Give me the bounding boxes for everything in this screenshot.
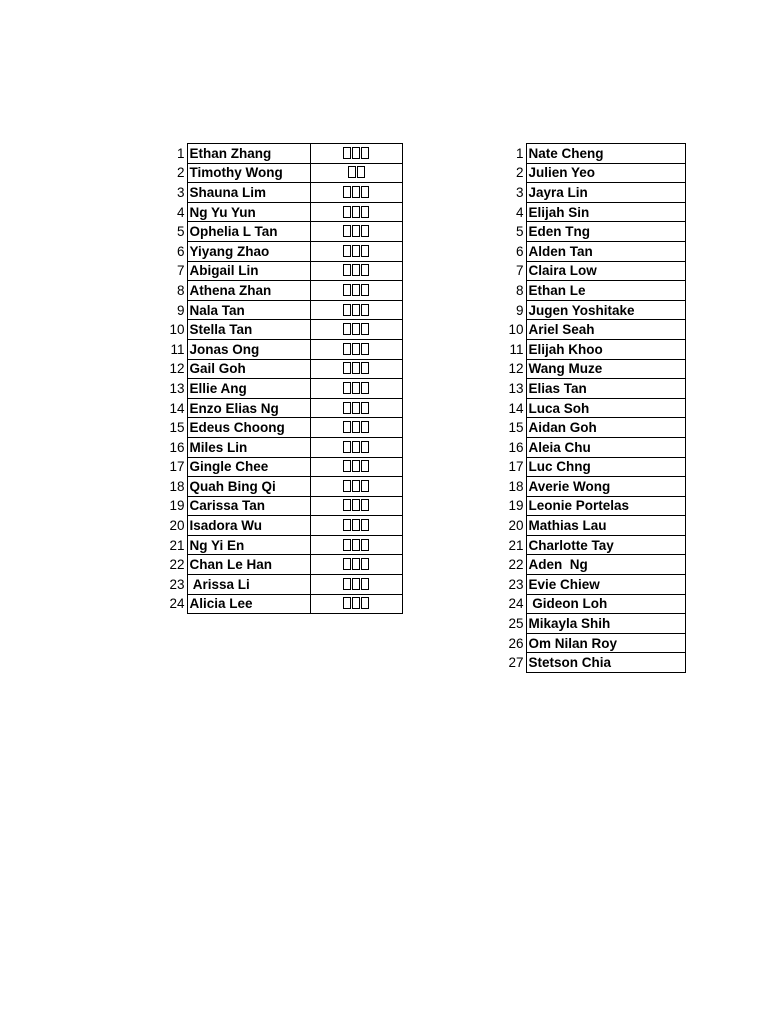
table-row bbox=[169, 575, 402, 595]
chinese-name-cell bbox=[310, 398, 402, 418]
student-name: Jonas Ong bbox=[187, 339, 310, 359]
missing-glyph-icon bbox=[352, 186, 360, 198]
table-row bbox=[169, 594, 402, 614]
student-name: Isadora Wu bbox=[187, 516, 310, 536]
row-number: 5 bbox=[176, 224, 185, 240]
student-name: Evie Chiew bbox=[526, 575, 685, 595]
student-name: Om Nilan Roy bbox=[526, 633, 685, 653]
missing-glyph-icon bbox=[352, 264, 360, 276]
missing-glyph-icon bbox=[352, 225, 360, 237]
row-number: 14 bbox=[508, 400, 524, 416]
row-number: 21 bbox=[508, 537, 524, 553]
missing-glyph-icon bbox=[343, 558, 351, 570]
student-name: Charlotte Tay bbox=[526, 535, 685, 555]
table-row bbox=[508, 202, 685, 222]
missing-glyph-icon bbox=[343, 343, 351, 355]
row-number: 23 bbox=[508, 576, 524, 592]
row-number: 3 bbox=[176, 184, 185, 200]
table-row bbox=[508, 535, 685, 555]
row-number: 15 bbox=[508, 420, 524, 436]
student-name: Gingle Chee bbox=[187, 457, 310, 477]
missing-glyph-icon bbox=[343, 499, 351, 511]
missing-glyph-icon bbox=[361, 362, 369, 374]
missing-glyph-icon bbox=[352, 206, 360, 218]
row-number: 8 bbox=[176, 282, 185, 298]
row-number: 8 bbox=[515, 282, 524, 298]
missing-glyph-icon bbox=[352, 362, 360, 374]
chinese-name-cell bbox=[310, 261, 402, 281]
table-row bbox=[508, 241, 685, 261]
missing-glyph-icon bbox=[343, 382, 351, 394]
missing-glyph-icon bbox=[361, 558, 369, 570]
row-number: 19 bbox=[169, 498, 185, 514]
missing-glyph-icon bbox=[361, 539, 369, 551]
left-name-list-body bbox=[169, 144, 402, 614]
missing-glyph-icon bbox=[361, 186, 369, 198]
table-row bbox=[508, 575, 685, 595]
missing-glyph-icon bbox=[343, 441, 351, 453]
student-name: Gail Goh bbox=[187, 359, 310, 379]
student-name: Ethan Zhang bbox=[187, 144, 310, 164]
missing-glyph-icon bbox=[352, 539, 360, 551]
row-number: 22 bbox=[508, 557, 524, 573]
row-number: 24 bbox=[508, 596, 524, 612]
student-name: Ng Yu Yun bbox=[187, 202, 310, 222]
missing-glyph-icon bbox=[352, 460, 360, 472]
right-name-list bbox=[508, 143, 686, 673]
student-name: Ng Yi En bbox=[187, 535, 310, 555]
row-number: 20 bbox=[169, 518, 185, 534]
row-number: 25 bbox=[508, 616, 524, 632]
table-row bbox=[508, 457, 685, 477]
row-number: 11 bbox=[170, 341, 185, 357]
row-number: 7 bbox=[515, 263, 524, 279]
student-name: Aden Ng bbox=[526, 555, 685, 575]
chinese-name-cell bbox=[310, 516, 402, 536]
chinese-name-cell bbox=[310, 437, 402, 457]
chinese-name-cell bbox=[310, 496, 402, 516]
table-row bbox=[169, 398, 402, 418]
chinese-name-cell bbox=[310, 477, 402, 497]
left-name-list bbox=[169, 143, 403, 614]
chinese-name-cell bbox=[310, 339, 402, 359]
table-row bbox=[169, 535, 402, 555]
table-row bbox=[169, 477, 402, 497]
row-number: 5 bbox=[515, 224, 524, 240]
student-name: Gideon Loh bbox=[526, 594, 685, 614]
missing-glyph-icon bbox=[361, 206, 369, 218]
student-name: Jugen Yoshitake bbox=[526, 300, 685, 320]
row-number: 10 bbox=[508, 322, 524, 338]
missing-glyph-icon bbox=[343, 264, 351, 276]
chinese-name-cell bbox=[310, 594, 402, 614]
student-name: Alicia Lee bbox=[187, 594, 310, 614]
missing-glyph-icon bbox=[352, 441, 360, 453]
missing-glyph-icon bbox=[361, 245, 369, 257]
row-number: 16 bbox=[508, 439, 524, 455]
student-name: Averie Wong bbox=[526, 477, 685, 497]
missing-glyph-icon bbox=[343, 245, 351, 257]
student-name: Alden Tan bbox=[526, 241, 685, 261]
student-name: Stella Tan bbox=[187, 320, 310, 340]
missing-glyph-icon bbox=[343, 284, 351, 296]
table-row bbox=[508, 594, 685, 614]
student-name: Miles Lin bbox=[187, 437, 310, 457]
student-name: Nate Cheng bbox=[526, 144, 685, 164]
missing-glyph-icon bbox=[343, 304, 351, 316]
missing-glyph-icon bbox=[352, 558, 360, 570]
student-name: Ellie Ang bbox=[187, 379, 310, 399]
row-number: 26 bbox=[508, 635, 524, 651]
chinese-name-cell bbox=[310, 575, 402, 595]
row-number: 6 bbox=[515, 243, 524, 259]
table-row bbox=[169, 555, 402, 575]
table-row bbox=[169, 320, 402, 340]
missing-glyph-icon bbox=[361, 460, 369, 472]
student-name: Quah Bing Qi bbox=[187, 477, 310, 497]
student-name: Eden Tng bbox=[526, 222, 685, 242]
row-number: 4 bbox=[515, 204, 524, 220]
missing-glyph-icon bbox=[352, 421, 360, 433]
row-number: 12 bbox=[169, 361, 185, 377]
missing-glyph-icon bbox=[361, 147, 369, 159]
missing-glyph-icon bbox=[361, 225, 369, 237]
student-name: Julien Yeo bbox=[526, 163, 685, 183]
missing-glyph-icon bbox=[343, 597, 351, 609]
row-number: 23 bbox=[169, 576, 185, 592]
missing-glyph-icon bbox=[352, 402, 360, 414]
table-row bbox=[508, 418, 685, 438]
table-row bbox=[508, 614, 685, 634]
missing-glyph-icon bbox=[361, 519, 369, 531]
table-row bbox=[508, 320, 685, 340]
student-name: Leonie Portelas bbox=[526, 496, 685, 516]
table-row bbox=[508, 398, 685, 418]
missing-glyph-icon bbox=[361, 343, 369, 355]
table-row bbox=[169, 261, 402, 281]
table-row bbox=[169, 379, 402, 399]
table-row bbox=[169, 222, 402, 242]
missing-glyph-icon bbox=[348, 166, 356, 178]
student-name: Wang Muze bbox=[526, 359, 685, 379]
student-name: Chan Le Han bbox=[187, 555, 310, 575]
student-name: Edeus Choong bbox=[187, 418, 310, 438]
row-number: 16 bbox=[169, 439, 185, 455]
row-number: 17 bbox=[169, 459, 185, 475]
table-row bbox=[508, 633, 685, 653]
student-name: Enzo Elias Ng bbox=[187, 398, 310, 418]
student-name: Ethan Le bbox=[526, 281, 685, 301]
table-row bbox=[169, 281, 402, 301]
table-row bbox=[169, 202, 402, 222]
chinese-name-cell bbox=[310, 535, 402, 555]
table-row bbox=[169, 496, 402, 516]
student-name: Arissa Li bbox=[187, 575, 310, 595]
chinese-name-cell bbox=[310, 241, 402, 261]
missing-glyph-icon bbox=[352, 519, 360, 531]
row-number: 27 bbox=[508, 655, 524, 671]
student-name: Carissa Tan bbox=[187, 496, 310, 516]
missing-glyph-icon bbox=[343, 186, 351, 198]
missing-glyph-icon bbox=[343, 362, 351, 374]
chinese-name-cell bbox=[310, 379, 402, 399]
chinese-name-cell bbox=[310, 418, 402, 438]
missing-glyph-icon bbox=[343, 539, 351, 551]
row-number: 9 bbox=[515, 302, 524, 318]
missing-glyph-icon bbox=[361, 421, 369, 433]
row-number: 1 bbox=[176, 145, 185, 161]
table-row bbox=[508, 359, 685, 379]
row-number: 13 bbox=[508, 380, 524, 396]
missing-glyph-icon bbox=[352, 480, 360, 492]
chinese-name-cell bbox=[310, 555, 402, 575]
missing-glyph-icon bbox=[352, 597, 360, 609]
student-name: Aidan Goh bbox=[526, 418, 685, 438]
table-row bbox=[508, 144, 685, 164]
row-number: 3 bbox=[515, 184, 524, 200]
row-number: 4 bbox=[176, 204, 185, 220]
chinese-name-cell bbox=[310, 457, 402, 477]
missing-glyph-icon bbox=[361, 382, 369, 394]
table-row bbox=[508, 222, 685, 242]
row-number: 15 bbox=[169, 420, 185, 436]
chinese-name-cell bbox=[310, 281, 402, 301]
missing-glyph-icon bbox=[343, 147, 351, 159]
student-name: Mathias Lau bbox=[526, 516, 685, 536]
student-name: Nala Tan bbox=[187, 300, 310, 320]
row-number: 18 bbox=[508, 478, 524, 494]
missing-glyph-icon bbox=[343, 460, 351, 472]
table-row bbox=[169, 183, 402, 203]
missing-glyph-icon bbox=[361, 264, 369, 276]
row-number: 14 bbox=[169, 400, 185, 416]
student-name: Jayra Lin bbox=[526, 183, 685, 203]
missing-glyph-icon bbox=[352, 245, 360, 257]
chinese-name-cell bbox=[310, 300, 402, 320]
table-row bbox=[169, 339, 402, 359]
missing-glyph-icon bbox=[352, 578, 360, 590]
missing-glyph-icon bbox=[352, 284, 360, 296]
missing-glyph-icon bbox=[352, 343, 360, 355]
table-row bbox=[508, 516, 685, 536]
chinese-name-cell bbox=[310, 320, 402, 340]
table-row bbox=[508, 261, 685, 281]
right-name-list-body bbox=[508, 144, 685, 673]
row-number: 13 bbox=[169, 380, 185, 396]
row-number: 6 bbox=[176, 243, 185, 259]
table-row bbox=[169, 516, 402, 536]
missing-glyph-icon bbox=[361, 578, 369, 590]
table-row bbox=[508, 555, 685, 575]
missing-glyph-icon bbox=[343, 206, 351, 218]
missing-glyph-icon bbox=[352, 382, 360, 394]
chinese-name-cell bbox=[310, 222, 402, 242]
missing-glyph-icon bbox=[357, 166, 365, 178]
student-name: Athena Zhan bbox=[187, 281, 310, 301]
missing-glyph-icon bbox=[361, 323, 369, 335]
chinese-name-cell bbox=[310, 359, 402, 379]
student-name: Shauna Lim bbox=[187, 183, 310, 203]
student-name: Timothy Wong bbox=[187, 163, 310, 183]
student-name: Mikayla Shih bbox=[526, 614, 685, 634]
missing-glyph-icon bbox=[343, 578, 351, 590]
table-row bbox=[508, 477, 685, 497]
student-name: Elijah Sin bbox=[526, 202, 685, 222]
row-number: 11 bbox=[509, 341, 524, 357]
table-row bbox=[169, 359, 402, 379]
missing-glyph-icon bbox=[361, 441, 369, 453]
student-name: Claira Low bbox=[526, 261, 685, 281]
missing-glyph-icon bbox=[343, 519, 351, 531]
row-number: 2 bbox=[515, 165, 524, 181]
missing-glyph-icon bbox=[361, 597, 369, 609]
student-name: Stetson Chia bbox=[526, 653, 685, 673]
row-number: 17 bbox=[508, 459, 524, 475]
row-number: 9 bbox=[176, 302, 185, 318]
missing-glyph-icon bbox=[343, 480, 351, 492]
missing-glyph-icon bbox=[361, 304, 369, 316]
table-row bbox=[508, 281, 685, 301]
missing-glyph-icon bbox=[352, 304, 360, 316]
student-name: Aleia Chu bbox=[526, 437, 685, 457]
table-row bbox=[508, 496, 685, 516]
row-number: 20 bbox=[508, 518, 524, 534]
table-row bbox=[169, 418, 402, 438]
student-name: Abigail Lin bbox=[187, 261, 310, 281]
student-name: Elias Tan bbox=[526, 379, 685, 399]
row-number: 21 bbox=[169, 537, 185, 553]
table-row bbox=[508, 379, 685, 399]
row-number: 1 bbox=[515, 145, 524, 161]
student-name: Luc Chng bbox=[526, 457, 685, 477]
student-name: Yiyang Zhao bbox=[187, 241, 310, 261]
chinese-name-cell bbox=[310, 163, 402, 183]
row-number: 18 bbox=[169, 478, 185, 494]
missing-glyph-icon bbox=[343, 225, 351, 237]
missing-glyph-icon bbox=[352, 147, 360, 159]
student-name: Ophelia L Tan bbox=[187, 222, 310, 242]
missing-glyph-icon bbox=[352, 499, 360, 511]
missing-glyph-icon bbox=[361, 499, 369, 511]
chinese-name-cell bbox=[310, 144, 402, 164]
missing-glyph-icon bbox=[361, 284, 369, 296]
table-row bbox=[508, 183, 685, 203]
table-row bbox=[508, 163, 685, 183]
table-row bbox=[508, 300, 685, 320]
chinese-name-cell bbox=[310, 183, 402, 203]
missing-glyph-icon bbox=[343, 421, 351, 433]
table-row bbox=[169, 144, 402, 164]
row-number: 10 bbox=[169, 322, 185, 338]
missing-glyph-icon bbox=[352, 323, 360, 335]
table-row bbox=[508, 653, 685, 673]
missing-glyph-icon bbox=[361, 480, 369, 492]
row-number: 2 bbox=[176, 165, 185, 181]
student-name: Elijah Khoo bbox=[526, 339, 685, 359]
student-name: Ariel Seah bbox=[526, 320, 685, 340]
table-row bbox=[169, 241, 402, 261]
missing-glyph-icon bbox=[343, 402, 351, 414]
row-number: 12 bbox=[508, 361, 524, 377]
row-number: 19 bbox=[508, 498, 524, 514]
row-number: 24 bbox=[169, 596, 185, 612]
chinese-name-cell bbox=[310, 202, 402, 222]
missing-glyph-icon bbox=[361, 402, 369, 414]
row-number: 7 bbox=[176, 263, 185, 279]
table-row bbox=[169, 300, 402, 320]
student-name: Luca Soh bbox=[526, 398, 685, 418]
table-row bbox=[169, 437, 402, 457]
table-row bbox=[508, 437, 685, 457]
table-row bbox=[169, 457, 402, 477]
missing-glyph-icon bbox=[343, 323, 351, 335]
table-row bbox=[508, 339, 685, 359]
table-row bbox=[169, 163, 402, 183]
row-number: 22 bbox=[169, 557, 185, 573]
